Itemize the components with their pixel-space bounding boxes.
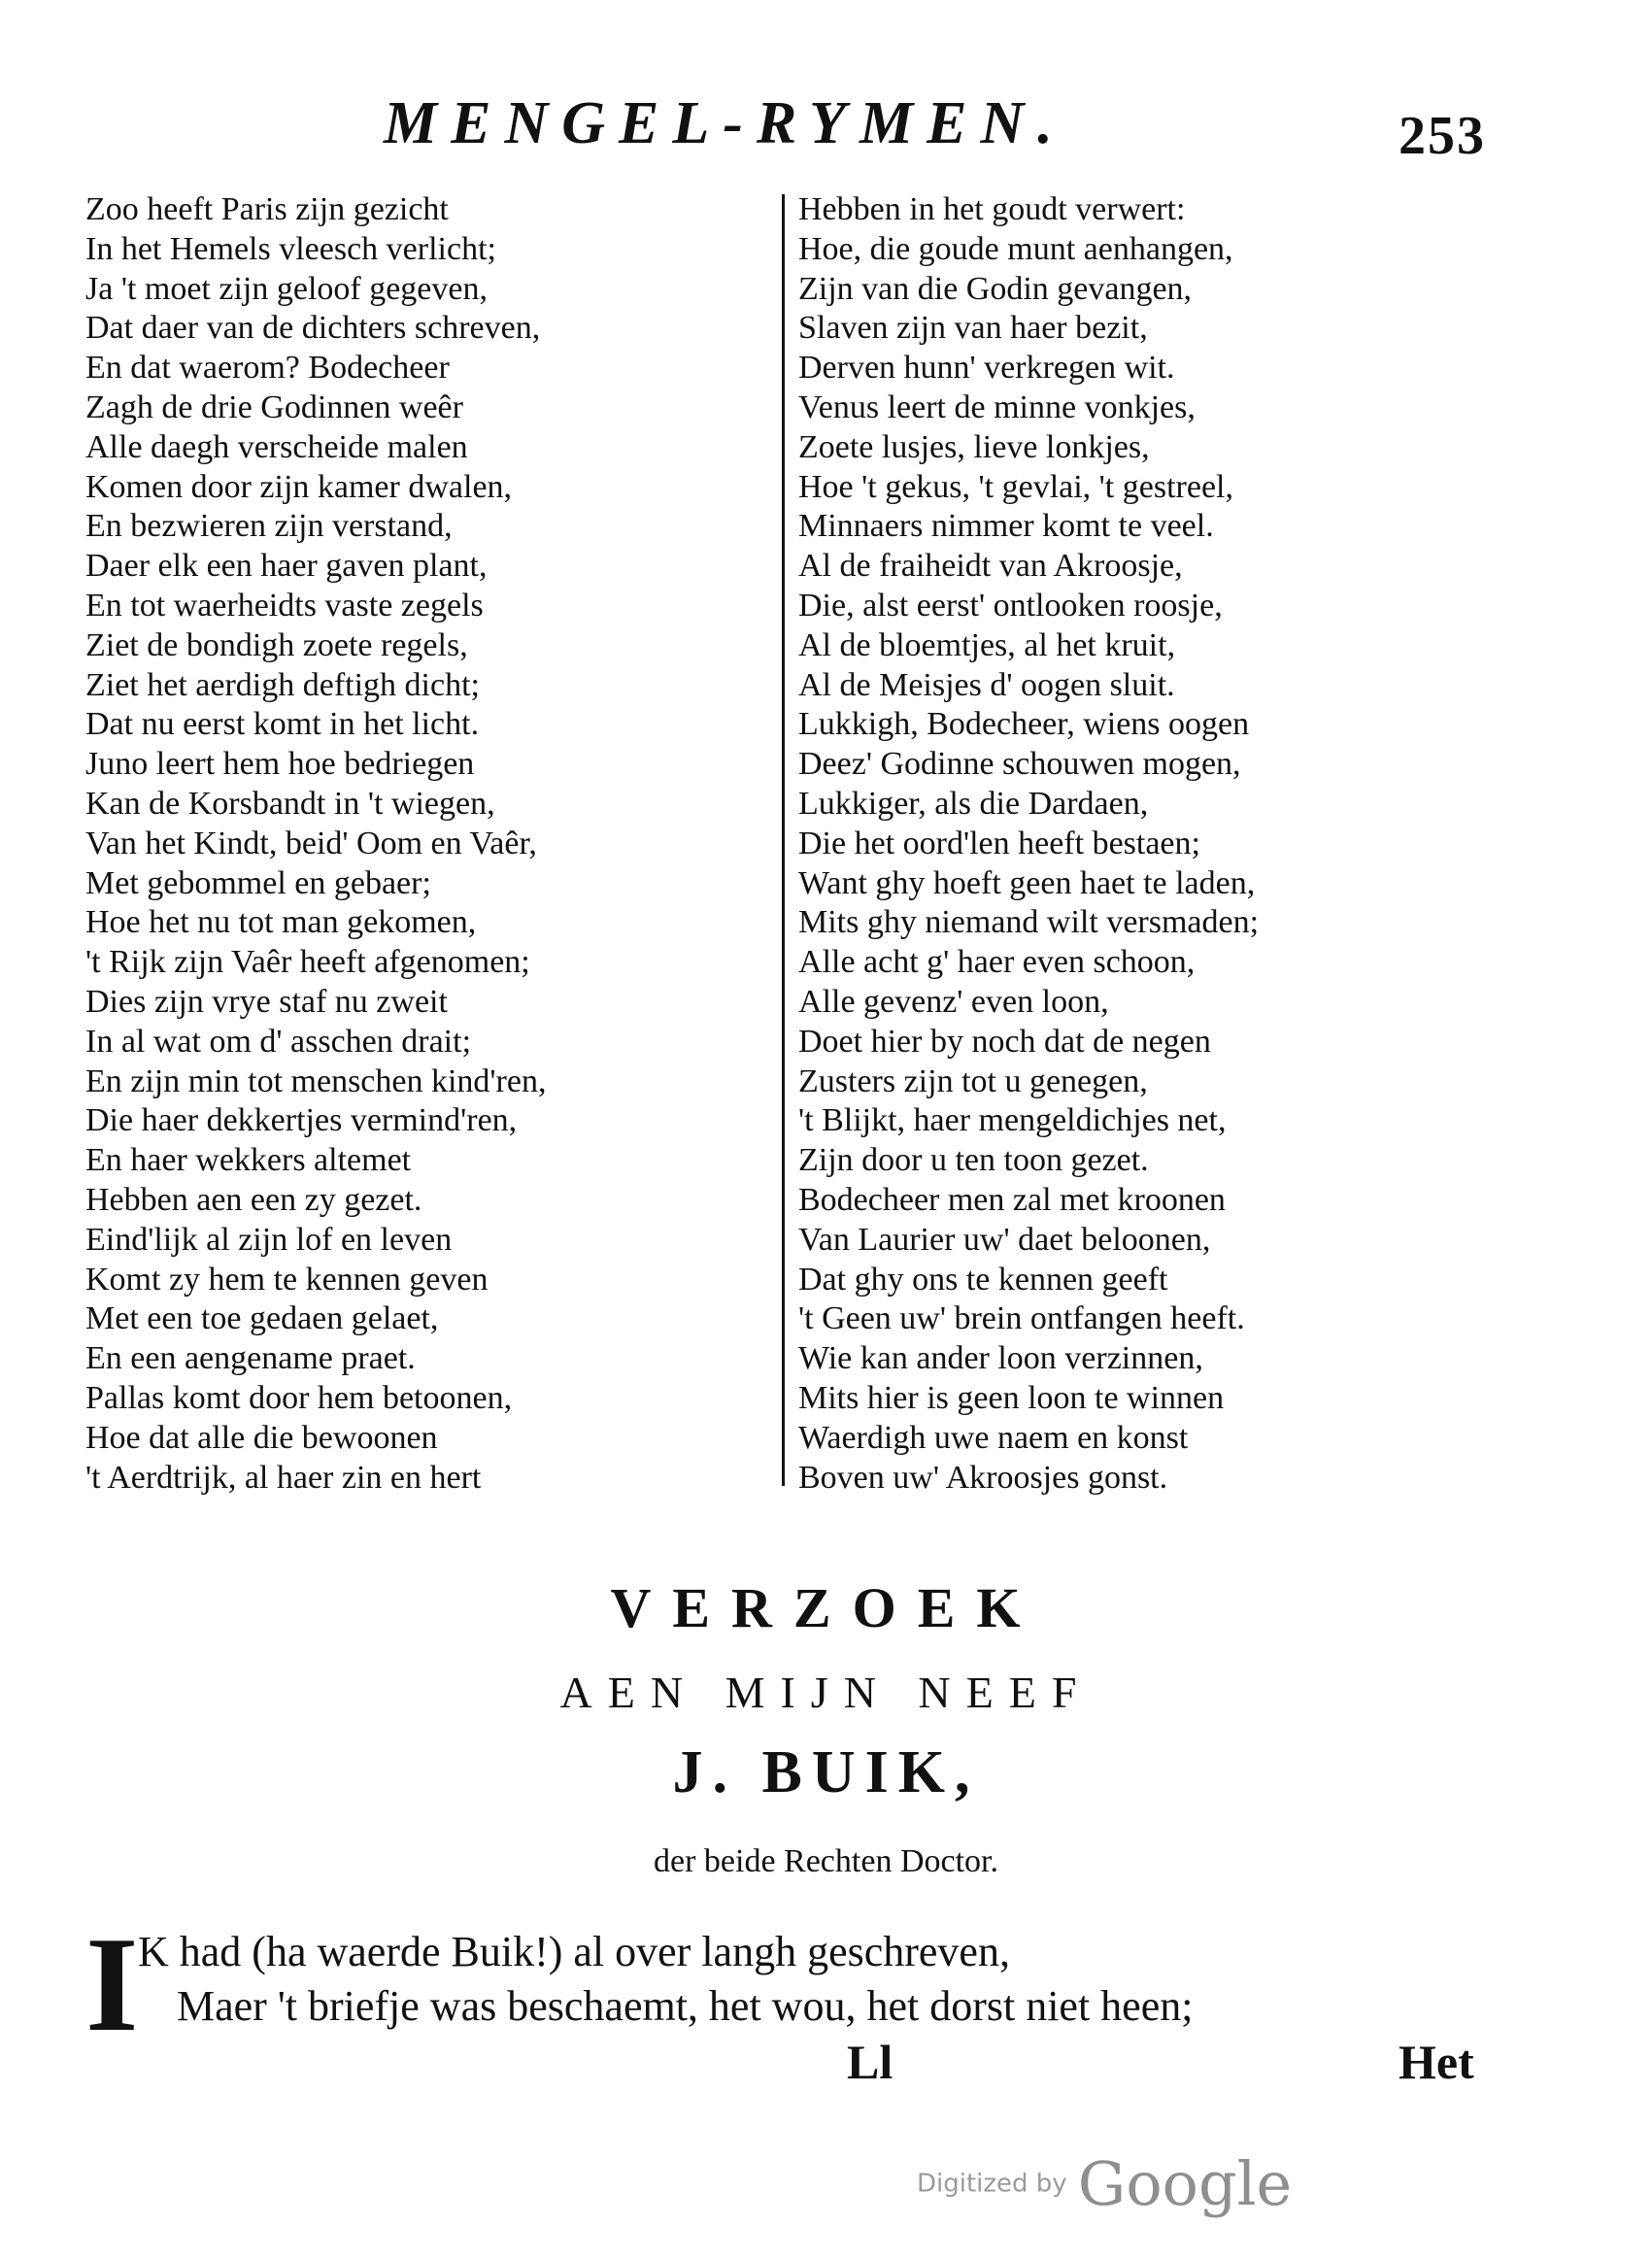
section-subtitle: AEN MIJN NEEF [559,1668,1093,1717]
poem-line: Met gebommel en gebaer; [85,864,431,901]
poem-line: Zusters zijn tot u genegen, [798,1062,1148,1099]
poem-line: Ziet het aerdigh deftigh dicht; [85,666,480,703]
running-title: MENGEL-RYMEN. [384,90,1066,156]
poem-line: Pallas komt door hem betoonen, [85,1379,513,1416]
poem-line: Daer elk een haer gaven plant, [85,548,488,585]
poem-line: Minnaers nimmer komt te veel. [798,508,1214,545]
poem-line: Slaven zijn van haer bezit, [798,310,1148,347]
signature-mark: Ll [847,2035,893,2089]
poem-line: 't Blijkt, haer mengeldichjes net, [798,1102,1227,1139]
poem-line: Hoe dat alle die bewoonen [85,1419,438,1456]
catchword: Het [1399,2035,1474,2089]
poem-line: Met een toe gedaen gelaet, [85,1300,439,1337]
poem-line: Alle gevenz' even loon, [798,983,1109,1020]
poem-line: Zijn van die Godin gevangen, [798,270,1193,307]
poem-line: Kan de Korsbandt in 't wiegen, [85,785,495,822]
poem-line: En zijn min tot menschen kind'ren, [85,1062,547,1099]
poem-line: Hebben in het goudt verwert: [798,191,1186,227]
poem-line: Venus leert de minne vonkjes, [798,388,1196,425]
google-logo: Google [1077,2148,1293,2219]
poem-line: Dat ghy ons te kennen geeft [798,1261,1168,1298]
poem-line: 't Rijk zijn Vaêr heeft afgenomen; [85,944,530,981]
poem-line: Doet hier by noch dat de negen [798,1023,1211,1060]
poem-line: En haer wekkers altemet [85,1142,412,1179]
poem-line: 't Geen uw' brein ontfangen heeft. [798,1300,1245,1337]
section-title: VERZOEK [610,1576,1042,1639]
poem-line: Alle daegh verscheide malen [85,428,468,465]
verse-line-1: K had (ha waerde Buik!) al over langh geschreven, [138,1928,1010,1975]
poem-line: Komen door zijn kamer dwalen, [85,468,513,505]
poem-line: En dat waerom? Bodecheer [85,350,450,387]
poem-line: Lukkiger, als die Dardaen, [798,785,1149,822]
poem-line: Dies zijn vrye staf nu zweit [85,983,448,1020]
right-column [798,190,1420,1498]
poem-line: Hoe het nu tot man gekomen, [85,904,477,941]
poem-line: Waerdigh uwe naem en konst [798,1419,1189,1456]
poem-line: Mits hier is geen loon te winnen [798,1379,1225,1416]
poem-line: En tot waerheidts vaste zegels [85,587,484,624]
poem-line: Lukkigh, Bodecheer, wiens oogen [798,706,1250,743]
poem-line: Juno leert hem hoe bedriegen [85,746,475,783]
digitized-label: Digitized by [917,2169,1067,2199]
poem-line: Hoe 't gekus, 't gevlai, 't gestreel, [798,468,1233,505]
poem-line: Ziet de bondigh zoete regels, [85,626,468,663]
poem-line: In het Hemels vleesch verlicht; [85,230,496,267]
poem-line: Van Laurier uw' daet beloonen, [798,1221,1211,1258]
poem-line: Ja 't moet zijn geloof gegeven, [85,270,488,307]
poem-line: Al de bloemtjes, al het kruit, [798,626,1176,663]
poem-line: En bezwieren zijn verstand, [85,508,453,545]
poem-line: 't Aerdtrijk, al haer zin en hert [85,1459,482,1496]
poem-line: Die, alst eerst' ontlooken roosje, [798,587,1223,624]
poem-line: Zijn door u ten toon gezet. [798,1142,1149,1179]
poem-line: Want ghy hoeft geen haet te laden, [798,864,1256,901]
poem-line: Dat nu eerst komt in het licht. [85,706,480,743]
verse-line-2: Maer 't briefje was beschaemt, het wou, het dorst niet heen; [177,1982,1194,2030]
poem-line: Mits ghy niemand wilt versmaden; [798,904,1260,941]
poem-line: Zagh de drie Godinnen weêr [85,388,463,425]
poem-line: Alle acht g' haer even schoon, [798,944,1196,981]
poem-line: Eind'lijk al zijn lof en leven [85,1221,453,1258]
drop-cap: I [85,1909,139,2060]
poem-line: Derven hunn' verkregen wit. [798,350,1175,387]
left-column [85,190,756,1498]
poem-line: Die haer dekkertjes vermind'ren, [85,1102,518,1139]
poem-line: Komt zy hem te kennen geven [85,1261,489,1298]
digitized-watermark [917,2148,1292,2219]
poem-line: Zoo heeft Paris zijn gezicht [85,191,449,227]
addressee-description: der beide Rechten Doctor. [654,1843,998,1879]
poem-line: En een aengename praet. [85,1340,416,1377]
poem-line: Wie kan ander loon verzinnen, [798,1340,1203,1377]
poem-line: Bodecheer men zal met kroonen [798,1181,1226,1218]
poem-line: Boven uw' Akroosjes gonst. [798,1459,1168,1496]
addressee-name: J. BUIK, [672,1739,980,1805]
poem-line: Al de Meisjes d' oogen sluit. [798,666,1175,703]
poem-line: Hebben aen een zy gezet. [85,1181,422,1218]
poem-line: Van het Kindt, beid' Oom en Vaêr, [85,825,537,861]
column-divider [782,194,785,1486]
poem-line: Al de fraiheidt van Akroosje, [798,548,1183,585]
poem-line: Die het oord'len heeft bestaen; [798,825,1200,861]
poem-line: Hoe, die goude munt aenhangen, [798,230,1233,267]
page-number: 253 [1399,106,1486,166]
poem-line: In al wat om d' asschen drait; [85,1023,472,1060]
poem-line: Zoete lusjes, lieve lonkjes, [798,428,1150,465]
poem-line: Deez' Godinne schouwen mogen, [798,746,1241,783]
poem-line: Dat daer van de dichters schreven, [85,310,541,347]
